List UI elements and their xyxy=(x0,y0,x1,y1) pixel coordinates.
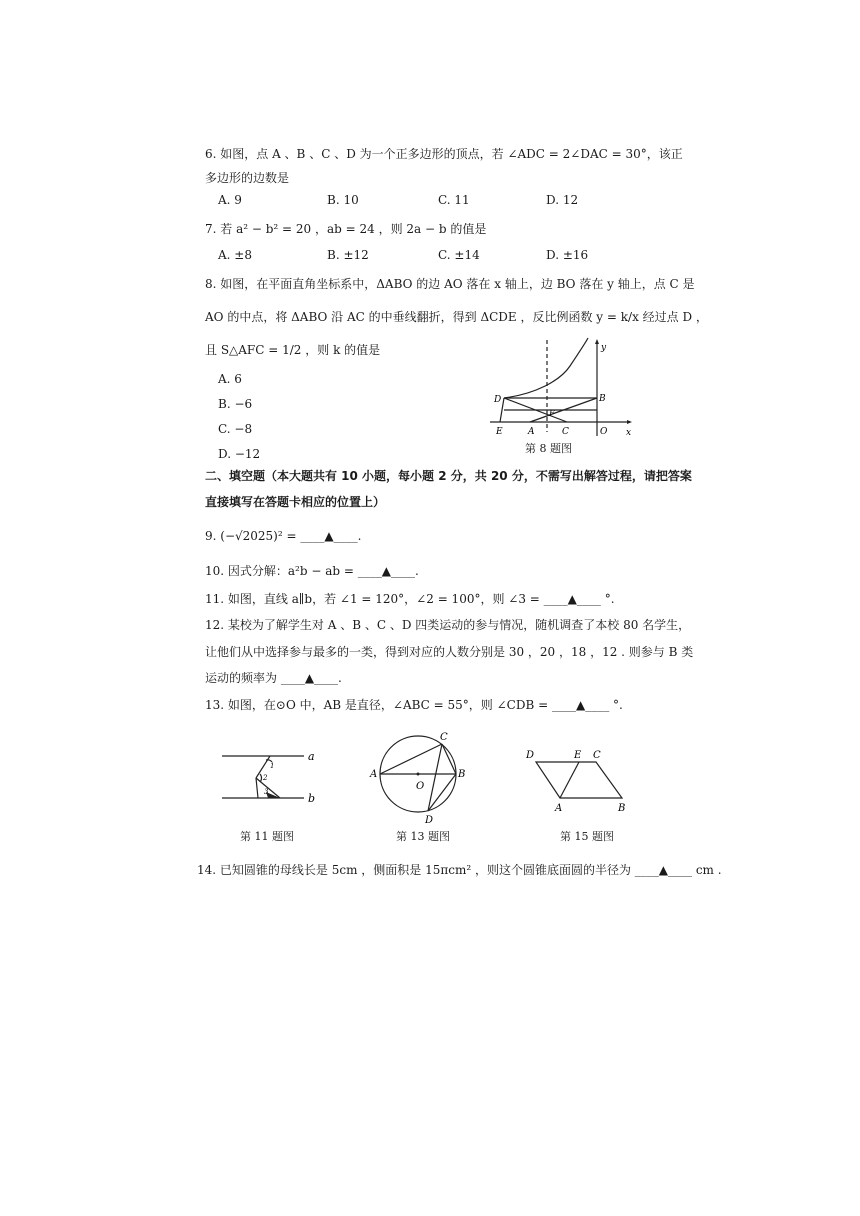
q11: 11. 如图，直线 a∥b，若 ∠1 = 120°，∠2 = 100°，则 ∠3 = ____▲____ °. xyxy=(205,592,615,606)
fig8-label-d: D xyxy=(494,395,502,405)
figure-11 xyxy=(222,742,332,812)
figure-15 xyxy=(522,742,637,814)
section2-heading-line2: 直接填写在答题卡相应的位置上） xyxy=(205,495,386,509)
q7-option-a: A. ±8 xyxy=(218,248,252,262)
fig8-label-b: B xyxy=(599,394,606,404)
fig13-label-a: A xyxy=(370,769,378,780)
segment-ae xyxy=(560,762,579,798)
fig15-label-a: A xyxy=(555,803,563,814)
q6-option-d: D. 12 xyxy=(546,193,579,207)
fig15-label-d: D xyxy=(526,750,535,761)
fig8-label-x: x xyxy=(626,428,632,438)
fig13-label-c: C xyxy=(440,732,448,743)
figure-8 xyxy=(490,336,640,446)
fig13-label-o: O xyxy=(416,781,425,792)
fig11-label-3: 3 xyxy=(264,788,269,796)
fig8-label-f: F xyxy=(549,409,555,418)
q12-line1: 12. 某校为了解学生对 A 、B 、C 、D 四类运动的参与情况，随机调查了本校 80 名学生， xyxy=(205,618,691,632)
q7-option-d: D. ±16 xyxy=(546,248,589,262)
hyperbola-curve xyxy=(504,338,588,398)
q9: 9. (−√2025)² = ____▲____. xyxy=(205,529,362,543)
fig8-label-o: O xyxy=(600,427,608,437)
q12-line3: 运动的频率为 ____▲____. xyxy=(205,671,342,685)
fig11-label-1: 1 xyxy=(270,762,275,770)
q7-option-b: B. ±12 xyxy=(327,248,369,262)
fig15-label-b: B xyxy=(618,803,626,814)
fig13-label-b: B xyxy=(458,769,466,780)
fig15-label-e: E xyxy=(574,750,582,761)
q6-line1: 6. 如图，点 A 、B 、C 、D 为一个正多边形的顶点，若 ∠ADC = 2∠DAC = 30°，该正 xyxy=(205,147,683,161)
fig13-label-d: D xyxy=(425,815,434,826)
q8-line3: 且 S△AFC = 1/2 ，则 k 的值是 xyxy=(205,343,381,357)
q7-line1: 7. 若 a² − b² = 20 ，ab = 24 ，则 2a − b 的值是 xyxy=(205,222,487,236)
figure-15-caption: 第 15 题图 xyxy=(560,830,614,843)
q8-line2: AO 的中点，将 ΔABO 沿 AC 的中垂线翻折，得到 ΔCDE ，反比例函数 y = k/x 经过点 D ， xyxy=(205,310,708,324)
q14: 14. 已知圆锥的母线长是 5cm ，侧面积是 15πcm² ，则这个圆锥底面圆的半径为 ____▲____ cm . xyxy=(197,863,722,877)
q8-option-b: B. −6 xyxy=(218,397,253,411)
fig11-label-b: b xyxy=(308,792,316,805)
fig15-label-c: C xyxy=(593,750,601,761)
figure-8-caption: 第 8 题图 xyxy=(525,442,572,455)
q6-option-b: B. 10 xyxy=(327,193,359,207)
fig8-label-a: A xyxy=(528,427,535,437)
q8-option-c: C. −8 xyxy=(218,422,253,436)
fig11-label-a: a xyxy=(308,750,315,763)
q6-option-a: A. 9 xyxy=(218,193,242,207)
q12-line2: 让他们从中选择参与最多的一类，得到对应的人数分别是 30 ，20 ，18 ，12 . 则参与 B 类 xyxy=(205,645,694,659)
section2-heading-line1: 二、填空题（本大题共有 10 小题，每小题 2 分，共 20 分，不需写出解答过程，请把答案 xyxy=(205,469,692,483)
fig11-label-2: 2 xyxy=(263,774,268,782)
fig8-label-y: y xyxy=(601,343,607,353)
fig8-label-e: E xyxy=(496,427,503,437)
q8-option-a: A. 6 xyxy=(218,372,242,386)
figure-13-caption: 第 13 题图 xyxy=(396,830,450,843)
q8-line1: 8. 如图，在平面直角坐标系中，ΔABO 的边 AO 落在 x 轴上，边 BO 落在 y 轴上，点 C 是 xyxy=(205,277,695,291)
fig8-label-c: C xyxy=(562,427,569,437)
q8-option-d: D. −12 xyxy=(218,447,261,461)
q13: 13. 如图，在⊙O 中，AB 是直径，∠ABC = 55°，则 ∠CDB = ____▲____ °. xyxy=(205,698,623,712)
parallelogram xyxy=(536,762,622,798)
q10: 10. 因式分解：a²b − ab = ____▲____. xyxy=(205,564,419,578)
q6-option-c: C. 11 xyxy=(438,193,470,207)
figure-11-caption: 第 11 题图 xyxy=(240,830,294,843)
q6-line2: 多边形的边数是 xyxy=(205,171,290,185)
q7-option-c: C. ±14 xyxy=(438,248,480,262)
figure-13 xyxy=(368,728,468,828)
